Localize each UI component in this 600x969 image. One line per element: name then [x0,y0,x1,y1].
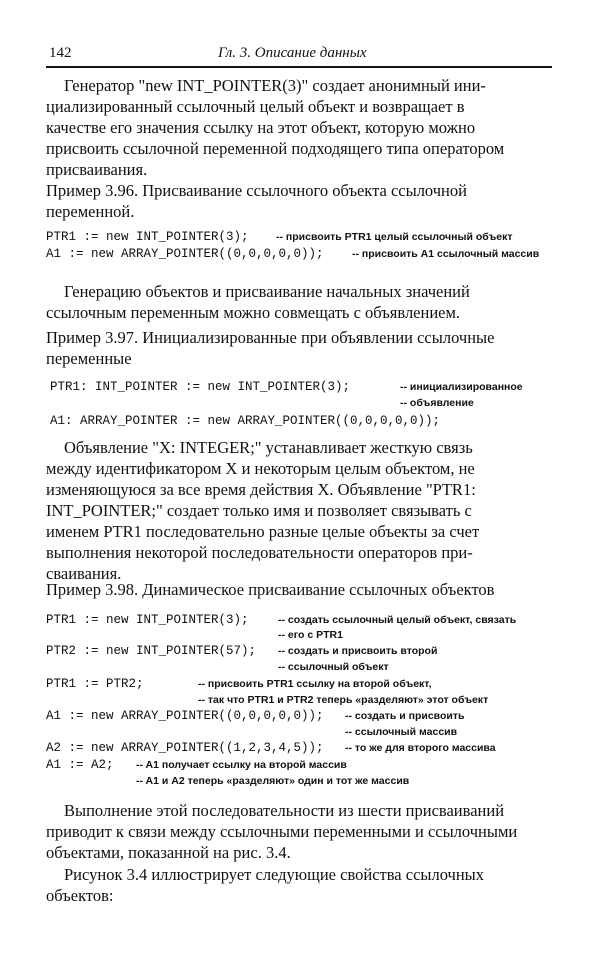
code-line: PTR1 := PTR2; [46,677,144,691]
chapter-title: Гл. 3. Описание данных [218,45,367,61]
text-line: выполнения некоторой последовательности операторов при- [46,543,473,562]
code-line: A1 := new ARRAY_POINTER((0,0,0,0,0)); [46,247,324,261]
code-comment: -- присвоить A1 ссылочный массив [352,248,540,260]
text-line: Генератор "new INT_POINTER(3)" создает анонимный ини- [64,76,486,95]
text-line: между идентификатором X и некоторым целым объектом, не [46,459,475,478]
text-line: Рисунок 3.4 иллюстрирует следующие свойства ссылочных [64,865,485,884]
code-comment: -- то же для второго массива [345,742,496,754]
code-comment: -- создать ссылочный целый объект, связать [278,614,517,626]
code-line: PTR2 := new INT_POINTER(57); [46,644,257,658]
code-comment: -- объявление [400,397,474,409]
header-rule [46,66,552,68]
code-comment: -- присвоить PTR1 целый ссылочный объект [276,231,513,243]
text-line: именем PTR1 последовательно разные целые объекты за счет [46,522,480,541]
code-line: A1: ARRAY_POINTER := new ARRAY_POINTER((0,0,0,0,0)); [50,414,441,428]
text-line: Объявление "X: INTEGER;" устанавливает жесткую связь [64,438,473,457]
page-number: 142 [49,45,72,61]
code-comment: -- его с PTR1 [278,629,343,641]
paragraph-combine [46,281,552,323]
code-comment: -- A1 получает ссылку на второй массив [136,759,347,771]
text-line: Выполнение этой последовательности из шести присваиваний [64,801,505,820]
code-line: A1 := A2; [46,758,114,772]
code-line: PTR1 := new INT_POINTER(3); [46,230,249,244]
example-3-96-title [46,180,552,222]
code-comment: -- A1 и A2 теперь «разделяют» один и тот же массив [136,775,410,787]
example-3-97-title [46,327,552,369]
text-line: INT_POINTER;" создает только имя и позволяет связывать с [46,501,472,520]
text-line: циализированный ссылочный целый объект и возвращает в [46,97,465,116]
code-comment: -- инициализированное [400,381,523,393]
paragraph-generator [46,75,552,180]
code-comment: -- создать и присвоить [345,710,465,722]
text-line: присваивания. [46,160,148,179]
text-line: переменной. [46,202,135,221]
code-comment: -- ссылочный объект [278,661,389,673]
paragraph-declaration [46,437,552,584]
code-comment: -- присвоить PTR1 ссылку на второй объект, [198,678,432,690]
text-line: Пример 3.97. Инициализированные при объявлении ссылочные [46,328,495,347]
example-3-98-title: Пример 3.98. Динамическое присваивание ссылочных объектов [46,580,495,599]
text-line: переменные [46,349,132,368]
code-line: A2 := new ARRAY_POINTER((1,2,3,4,5)); [46,741,324,755]
text-line: Генерацию объектов и присваивание начальных значений [64,282,470,301]
text-line: изменяющуюся за все время действия X. Объявление "PTR1: [46,480,476,499]
code-line: PTR1: INT_POINTER := new INT_POINTER(3); [50,380,351,394]
text-line: Пример 3.96. Присваивание ссылочного объекта ссылочной [46,181,467,200]
text-line: качестве его значения ссылку на этот объект, которую можно [46,118,476,137]
code-line: PTR1 := new INT_POINTER(3); [46,613,249,627]
code-comment: -- создать и присвоить второй [278,645,438,657]
text-line: объектов: [46,886,114,905]
code-comment: -- ссылочный массив [345,726,458,738]
text-line: ссылочным переменным можно совмещать с объявлением. [46,303,461,322]
text-line: приводит к связи между ссылочными переменными и ссылочными [46,822,518,841]
code-line: A1 := new ARRAY_POINTER((0,0,0,0,0)); [46,709,324,723]
text-line: сваивания. [46,564,122,583]
text-line: объектами, показанной на рис. 3.4. [46,843,291,862]
paragraph-figure-ref [46,864,552,906]
paragraph-execution [46,800,552,863]
code-comment: -- так что PTR1 и PTR2 теперь «разделяют» этот объект [198,694,489,706]
text-line: присвоить ссылочной переменной подходящего типа оператором [46,139,505,158]
